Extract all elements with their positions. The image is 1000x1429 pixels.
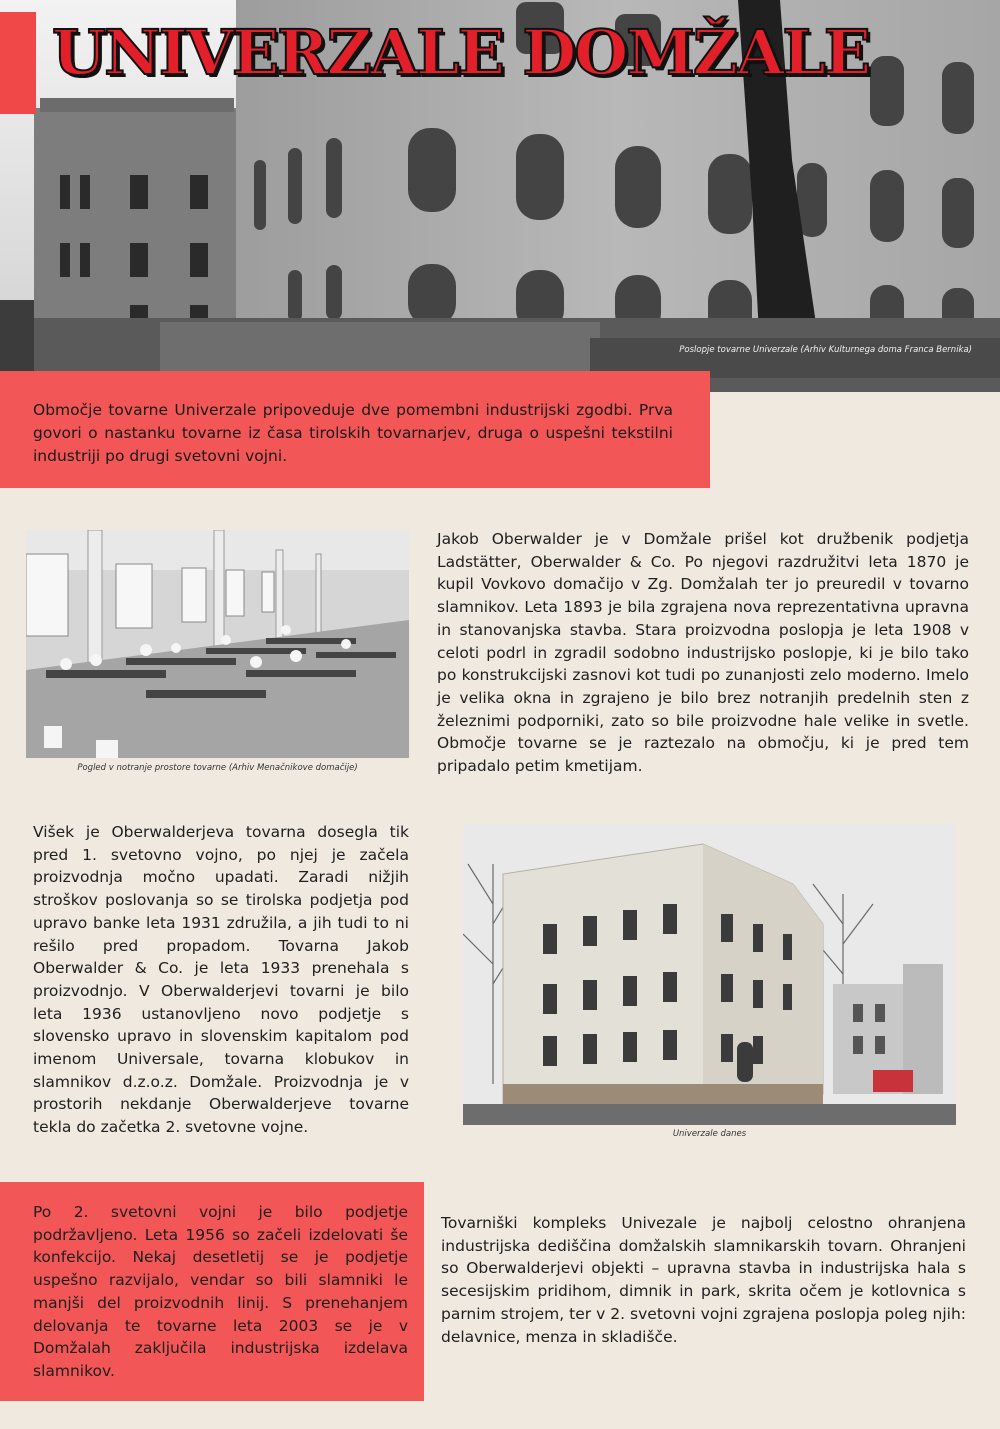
page-title: UNIVERZALE DOMŽALE (52, 16, 870, 89)
univerzale-today-photo (463, 824, 956, 1125)
hero-photo (0, 0, 1000, 392)
univerzale-today-caption: Univerzale danes (672, 1129, 747, 1139)
history-paragraph-1: Jakob Oberwalder je v Domžale prišel kot družbenik podjetja Ladstätter, Oberwalder & Co. Po njegovi razdružitvi leta 1870 je kupil Vovkovo domačijo v Zg. Domžalah ter jo preuredil v tovarno slamnikov. Leta 1893 je bila zgrajena nova reprezentativna upravna in stanovanjska stavba. Stara proizvodna poslopja je leta 1908 v celoti podrl in zgradil sodobno industrijsko poslopje, ki je bilo tako po konstrukcijski zasnovi kot tudi po zunanjosti zelo moderno. Imelo je velika okna in zgrajeno je bilo brez notranjih predelnih sten z železnimi podporniki, zato so bile proizvodne hale velike in svetle. Območje tovarne se je raztezalo na območju, ki je pred tem pripadalo petim kmetijam. (437, 530, 969, 776)
title-accent-bar (0, 12, 36, 114)
history-paragraph-2: Višek je Oberwalderjeva tovarna dosegla tik pred 1. svetovno vojno, po njej je začela proizvodnja močno upadati. Zaradi nižjih stroškov poslovanja so se tirolska podjetja pod upravo banke leta 1931 združila, a jih tudi to ni rešilo pred propadom. Tovarna Jakob Oberwalder & Co. je leta 1933 prenehala s proizvodnjo. V Oberwalderjevi tovarni je bilo leta 1936 ustanovljeno novo podjetje s slovensko upravo in slovenskim kapitalom pod imenom Universale, tovarna klobukov in slamnikov d.z.o.z. Domžale. Proizvodnja je v prostorih nekdanje Oberwalderjeve tovarne tekla do začetka 2. svetovne vojne. (33, 823, 409, 1137)
factory-interior-caption: Pogled v notranje prostore tovarne (Arhiv Menačnikove domačije) (77, 763, 358, 773)
history-paragraph-3: Po 2. svetovni vojni je bilo podjetje podržavljeno. Leta 1956 so začeli izdelovati še konfekcijo. Nekaj desetletij se je podjetje uspešno razvijalo, vendar so bili slamniki le manjši del proizvodnih linij. S prenehanjem delovanja te tovarne leta 2003 se je v Domžalah zaključila industrijska izdelava slamnikov. (33, 1203, 408, 1380)
intro-text: Območje tovarne Univerzale pripoveduje dve pomembni industrijski zgodbi. Prva govori o nastanku tovarne iz časa tirolskih tovarnarjev, druga o uspešni tekstilni industriji po drugi svetovni vojni. (33, 401, 673, 465)
heritage-paragraph: Tovarniški kompleks Univezale je najbolj celostno ohranjena industrijska dediščina domžalskih slamnikarskih tovarn. Ohranjeni so Oberwalderjevi objekti – upravna stavba in industrijska hala s secesijskim pridihom, dimnik in park, skrita očem je kotlovnica s parnim strojem, ter v 2. svetovni vojni zgrajena poslopja poleg njih: delavnice, menza in skladišče. (441, 1214, 966, 1346)
factory-interior-photo (26, 530, 409, 758)
hero-photo-caption: Poslopje tovarne Univerzale (Arhiv Kulturnega doma Franca Bernika) (679, 345, 972, 355)
